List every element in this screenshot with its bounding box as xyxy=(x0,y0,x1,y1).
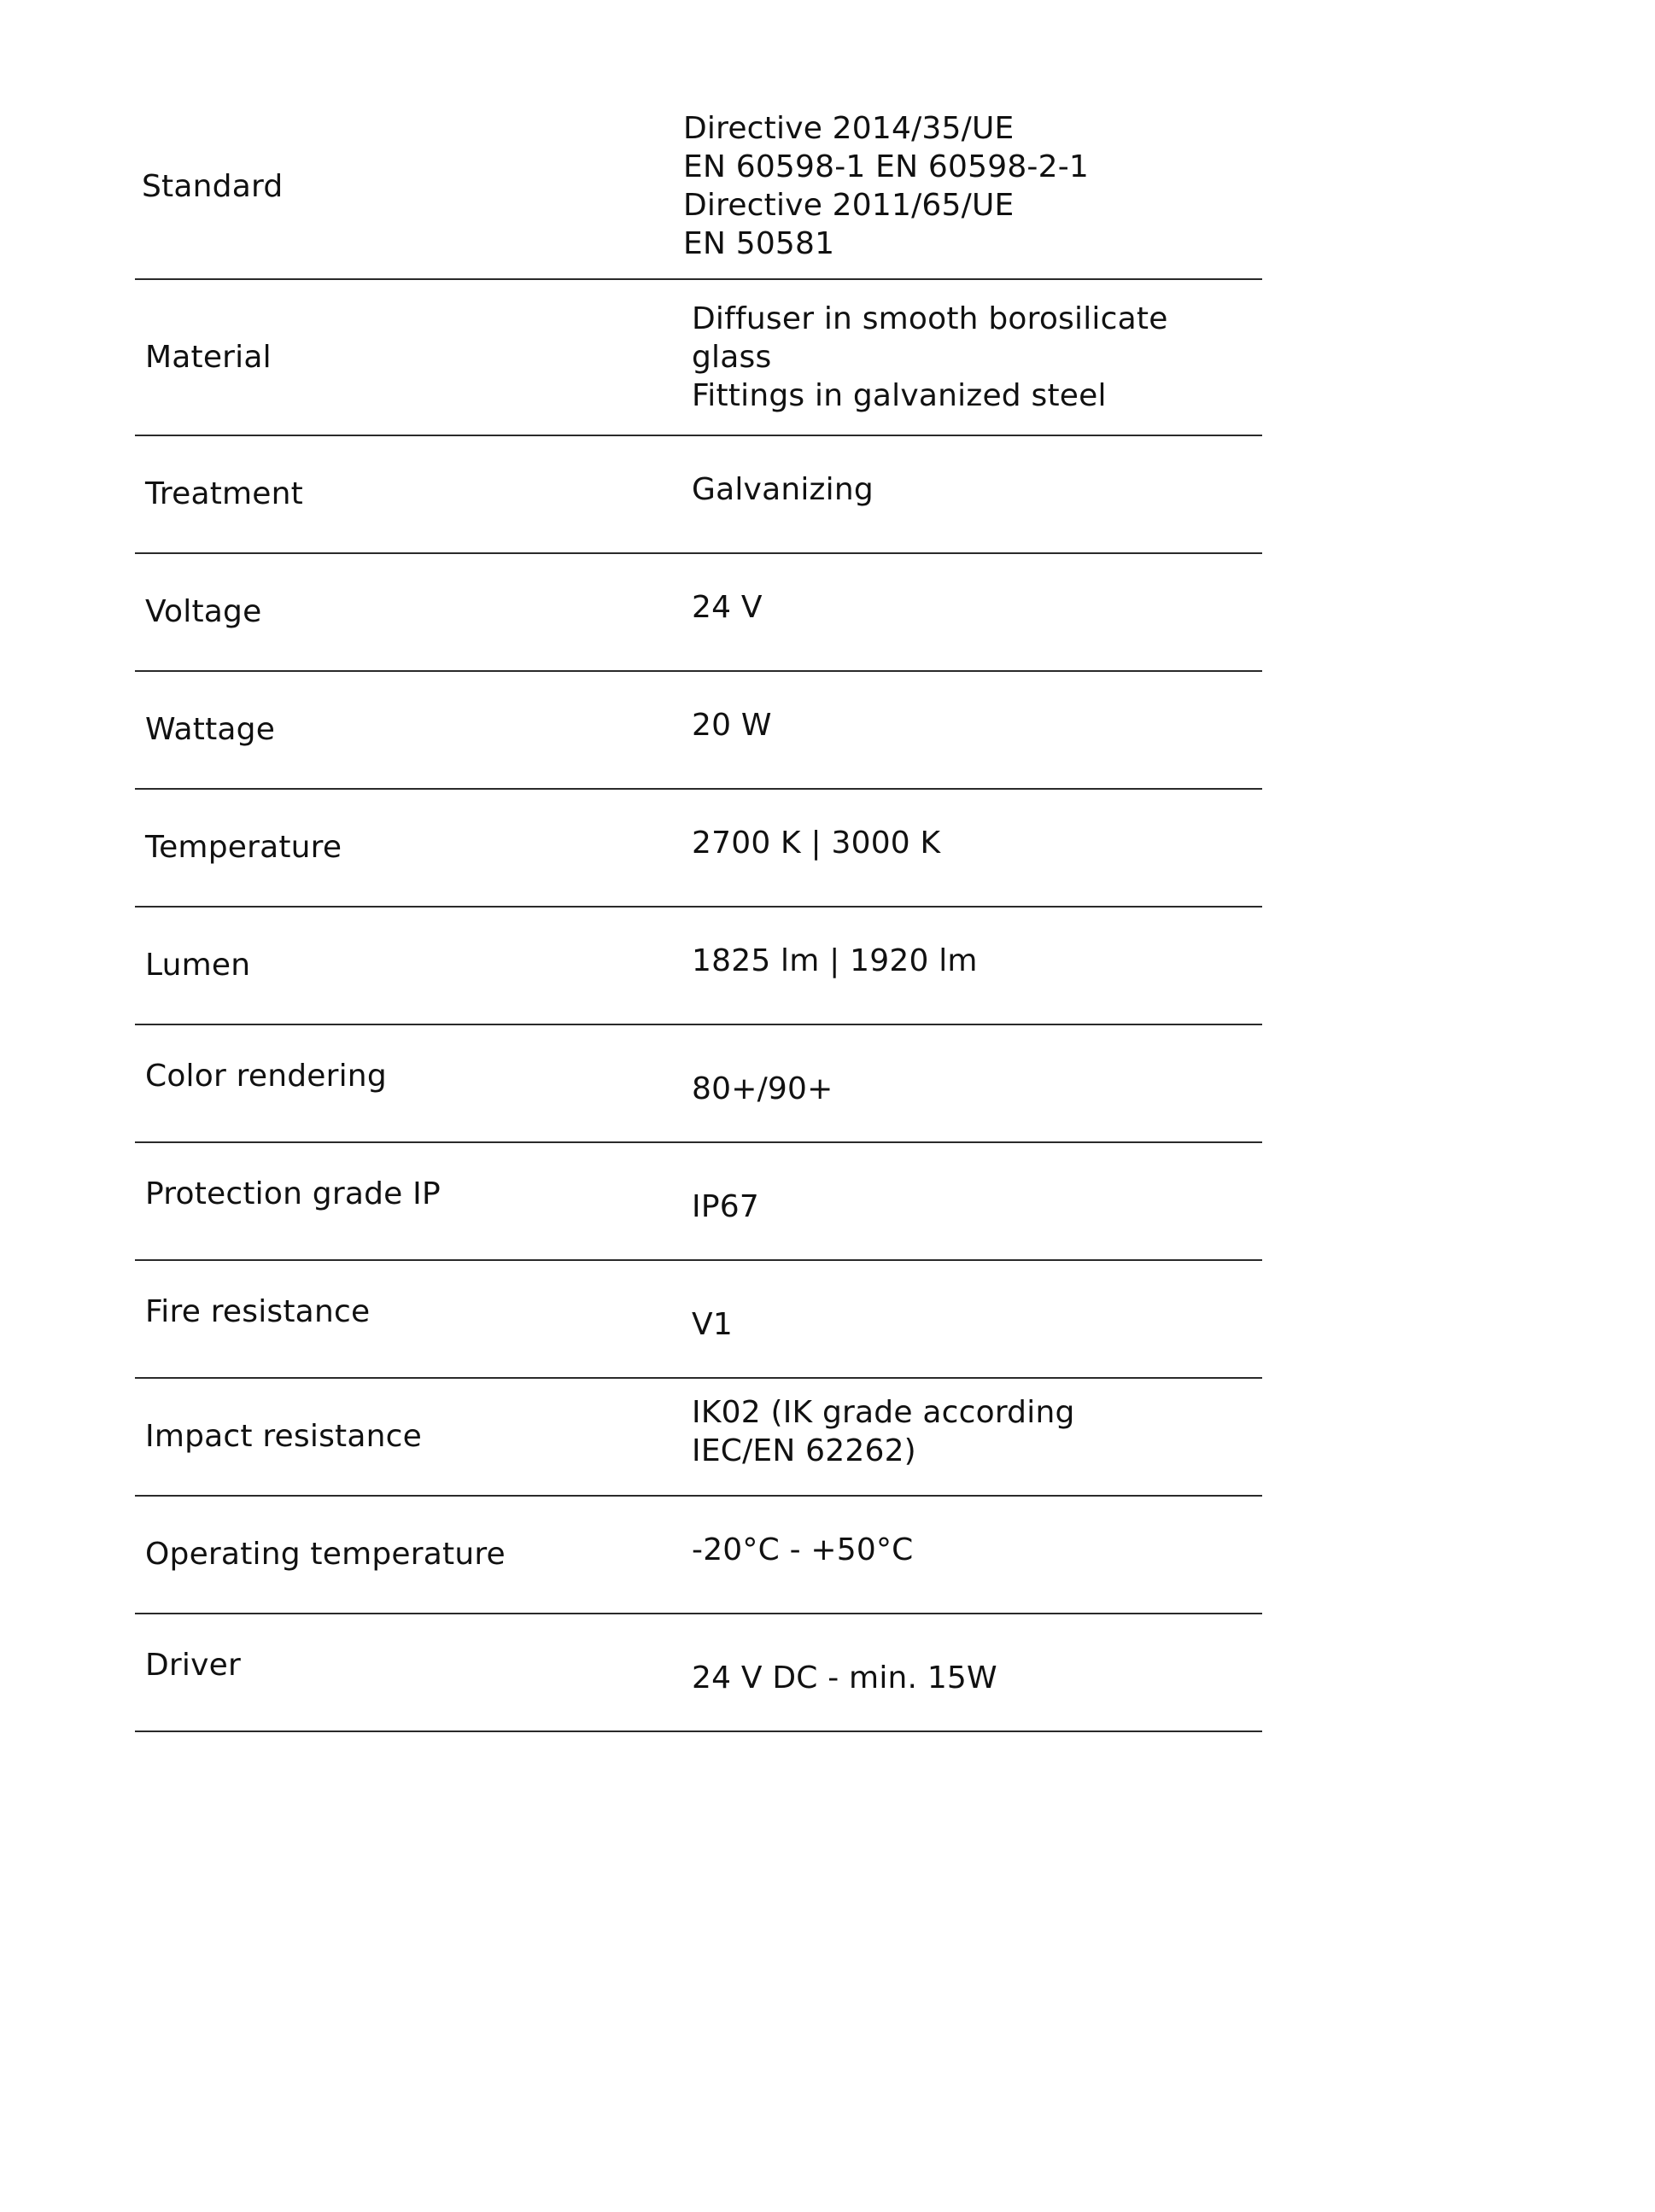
spec-value-line: -20°C - +50°C xyxy=(692,1532,914,1567)
spec-value xyxy=(692,588,1262,627)
spec-value-line: IP67 xyxy=(692,1188,759,1224)
spec-value-line: V1 xyxy=(692,1306,733,1342)
spec-value-line: 1825 lm | 1920 lm xyxy=(692,943,978,978)
spec-label: Standard xyxy=(142,169,284,204)
spec-label: Color rendering xyxy=(145,1059,387,1094)
spec-value-line: 24 V DC - min. 15W xyxy=(692,1660,997,1695)
spec-row-standard xyxy=(135,94,1262,280)
spec-label: Driver xyxy=(145,1648,241,1683)
spec-label: Material xyxy=(145,339,272,375)
spec-label: Lumen xyxy=(145,948,251,983)
spec-value-line: 80+/90+ xyxy=(692,1071,833,1106)
spec-label: Wattage xyxy=(145,712,276,747)
spec-value xyxy=(692,1659,1262,1697)
spec-row-driver xyxy=(135,1614,1262,1732)
spec-row-temperature xyxy=(135,790,1262,908)
spec-table xyxy=(135,94,1262,1732)
spec-value-line: Diffuser in smooth borosilicate xyxy=(692,301,1168,336)
spec-value xyxy=(692,1531,1262,1569)
spec-row-fire-resistance xyxy=(135,1261,1262,1379)
spec-label: Treatment xyxy=(145,476,303,511)
spec-value-line: glass xyxy=(692,340,772,375)
spec-row-treatment xyxy=(135,436,1262,554)
spec-row-voltage xyxy=(135,554,1262,672)
spec-value-line: 24 V xyxy=(692,589,763,625)
spec-row-color-rendering xyxy=(135,1025,1262,1143)
spec-label: Temperature xyxy=(145,830,342,865)
spec-row-operating-temperature xyxy=(135,1497,1262,1614)
spec-value-line: Directive 2014/35/UE xyxy=(683,111,1015,146)
spec-value xyxy=(692,1305,1262,1344)
spec-value-line: Galvanizing xyxy=(692,471,874,507)
spec-label: Protection grade IP xyxy=(145,1176,441,1211)
spec-row-impact-resistance xyxy=(135,1379,1262,1497)
spec-value-line: EN 50581 xyxy=(683,226,835,261)
spec-value xyxy=(692,470,1262,509)
spec-label: Voltage xyxy=(145,594,262,629)
spec-value xyxy=(692,942,1262,980)
spec-value xyxy=(692,824,1262,862)
spec-row-wattage xyxy=(135,672,1262,790)
spec-row-lumen xyxy=(135,908,1262,1025)
spec-label: Fire resistance xyxy=(145,1294,371,1329)
spec-value-line: IK02 (IK grade according xyxy=(692,1395,1075,1430)
spec-label: Impact resistance xyxy=(145,1419,422,1454)
spec-value-line: Fittings in galvanized steel xyxy=(692,378,1107,413)
spec-row-protection-grade xyxy=(135,1143,1262,1261)
spec-value-line: EN 60598-1 EN 60598-2-1 xyxy=(683,149,1090,184)
spec-value xyxy=(683,109,1262,263)
spec-row-material xyxy=(135,280,1262,436)
spec-label: Operating temperature xyxy=(145,1537,506,1572)
spec-value xyxy=(692,1393,1262,1470)
spec-value xyxy=(692,300,1262,415)
spec-value-line: Directive 2011/65/UE xyxy=(683,188,1015,223)
spec-value-line: 20 W xyxy=(692,707,772,743)
spec-value xyxy=(692,1070,1262,1108)
spec-value-line: 2700 K | 3000 K xyxy=(692,825,941,861)
spec-value xyxy=(692,706,1262,744)
spec-value-line: IEC/EN 62262) xyxy=(692,1433,916,1468)
spec-value xyxy=(692,1188,1262,1226)
